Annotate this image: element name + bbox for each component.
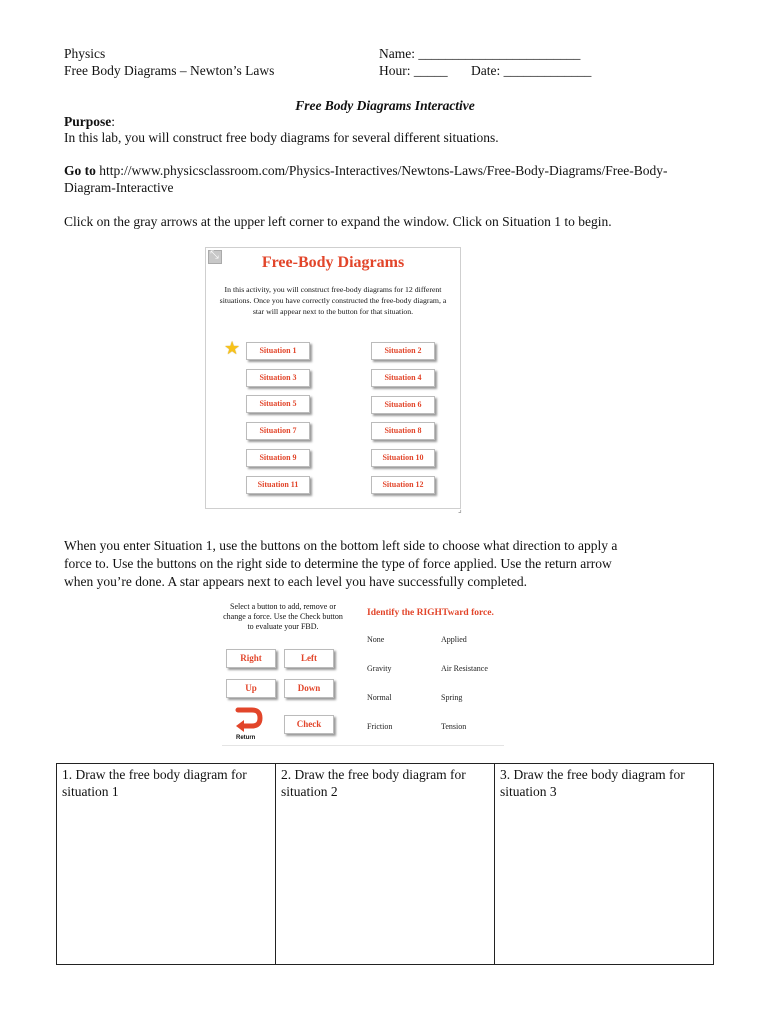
screenshot-divider — [222, 745, 504, 746]
instruction-situation-1a: When you enter Situation 1, use the buttons on the bottom left side to choose what direction to apply a — [64, 538, 618, 553]
drawing-table — [56, 763, 714, 965]
force-type-applied[interactable]: Applied — [441, 635, 467, 644]
goto-url[interactable]: http://www.physicsclassroom.com/Physics-Interactives/Newtons-Laws/Free-Body-Diagrams/Free-Body- — [99, 163, 668, 178]
cell-prompt-continued: situation 3 — [500, 784, 557, 799]
star-icon: ★ — [224, 338, 241, 359]
situation-10-button[interactable]: Situation 10 — [371, 449, 435, 467]
situation-8-button[interactable]: Situation 8 — [371, 422, 435, 440]
situation-11-button[interactable]: Situation 11 — [246, 476, 310, 494]
purpose-heading — [64, 114, 115, 130]
cell-prompt: 2. Draw the free body diagram for — [281, 767, 466, 782]
purpose-text: In this lab, you will construct free body diagrams for several different situations. — [64, 130, 499, 145]
purpose-colon: : — [111, 114, 116, 129]
force-type-friction[interactable]: Friction — [367, 722, 393, 731]
drawing-cell-3[interactable] — [495, 764, 714, 965]
force-type-spring[interactable]: Spring — [441, 693, 463, 702]
return-label: Return — [236, 735, 256, 741]
force-type-normal[interactable]: Normal — [367, 693, 392, 702]
goto-url-continued[interactable]: Diagram-Interactive — [64, 180, 174, 195]
force-type-tension[interactable]: Tension — [441, 722, 467, 731]
force-type-air-resistance[interactable]: Air Resistance — [441, 664, 488, 673]
situation-1-button[interactable]: Situation 1 — [246, 342, 310, 360]
table-row — [57, 764, 714, 965]
cell-prompt-continued: situation 2 — [281, 784, 338, 799]
goto-line — [64, 163, 668, 179]
situation-menu-screenshot — [205, 247, 461, 509]
unit-title: Free Body Diagrams – Newton’s Laws — [64, 63, 275, 78]
menu-description: In this activity, you will construct free-body diagrams for 12 different situations. Once you have correctly constructed the free-body diagram, a star will appear next to the button for that situation. — [219, 285, 447, 316]
situation-12-button[interactable]: Situation 12 — [371, 476, 435, 494]
page-title: Free Body Diagrams Interactive — [295, 98, 475, 113]
name-line: Name: ________________________ — [379, 46, 581, 61]
situation-9-button[interactable]: Situation 9 — [246, 449, 310, 467]
return-arrow-icon[interactable] — [232, 706, 264, 732]
up-button[interactable]: Up — [226, 679, 276, 698]
cell-prompt-continued: situation 1 — [62, 784, 119, 799]
force-prompt: Identify the RIGHTward force. — [367, 608, 494, 618]
date-line: Date: _____________ — [471, 63, 592, 78]
drawing-cell-1[interactable] — [57, 764, 276, 965]
menu-title: Free-Body Diagrams — [261, 254, 405, 271]
situation-7-button[interactable]: Situation 7 — [246, 422, 310, 440]
course-subject: Physics — [64, 46, 106, 61]
cell-prompt: 3. Draw the free body diagram for — [500, 767, 685, 782]
check-button[interactable]: Check — [284, 715, 334, 734]
resize-corner-icon: ⌟ — [458, 505, 462, 514]
force-controls-screenshot — [222, 602, 504, 746]
situation-4-button[interactable]: Situation 4 — [371, 369, 435, 387]
hour-line: Hour: _____ — [379, 63, 448, 78]
purpose-label: Purpose — [64, 114, 112, 129]
force-type-none[interactable]: None — [367, 635, 385, 644]
down-button[interactable]: Down — [284, 679, 334, 698]
situation-5-button[interactable]: Situation 5 — [246, 395, 310, 413]
cell-prompt: 1. Draw the free body diagram for — [62, 767, 247, 782]
instruction-situation-1c: when you’re done. A star appears next to each level you have successfully completed. — [64, 574, 527, 589]
drawing-cell-2[interactable] — [276, 764, 495, 965]
goto-label: Go to — [64, 163, 96, 178]
situation-6-button[interactable]: Situation 6 — [371, 396, 435, 414]
force-controls-instructions: Select a button to add, remove or change a force. Use the Check button to evaluate your FBD. — [223, 602, 343, 631]
left-button[interactable]: Left — [284, 649, 334, 668]
force-type-gravity[interactable]: Gravity — [367, 664, 392, 673]
situation-2-button[interactable]: Situation 2 — [371, 342, 435, 360]
situation-3-button[interactable]: Situation 3 — [246, 369, 310, 387]
instruction-situation-1b: force to. Use the buttons on the right side to determine the type of force applied. Use the return arrow — [64, 556, 612, 571]
instruction-expand: Click on the gray arrows at the upper left corner to expand the window. Click on Situation 1 to begin. — [64, 214, 612, 229]
right-button[interactable]: Right — [226, 649, 276, 668]
